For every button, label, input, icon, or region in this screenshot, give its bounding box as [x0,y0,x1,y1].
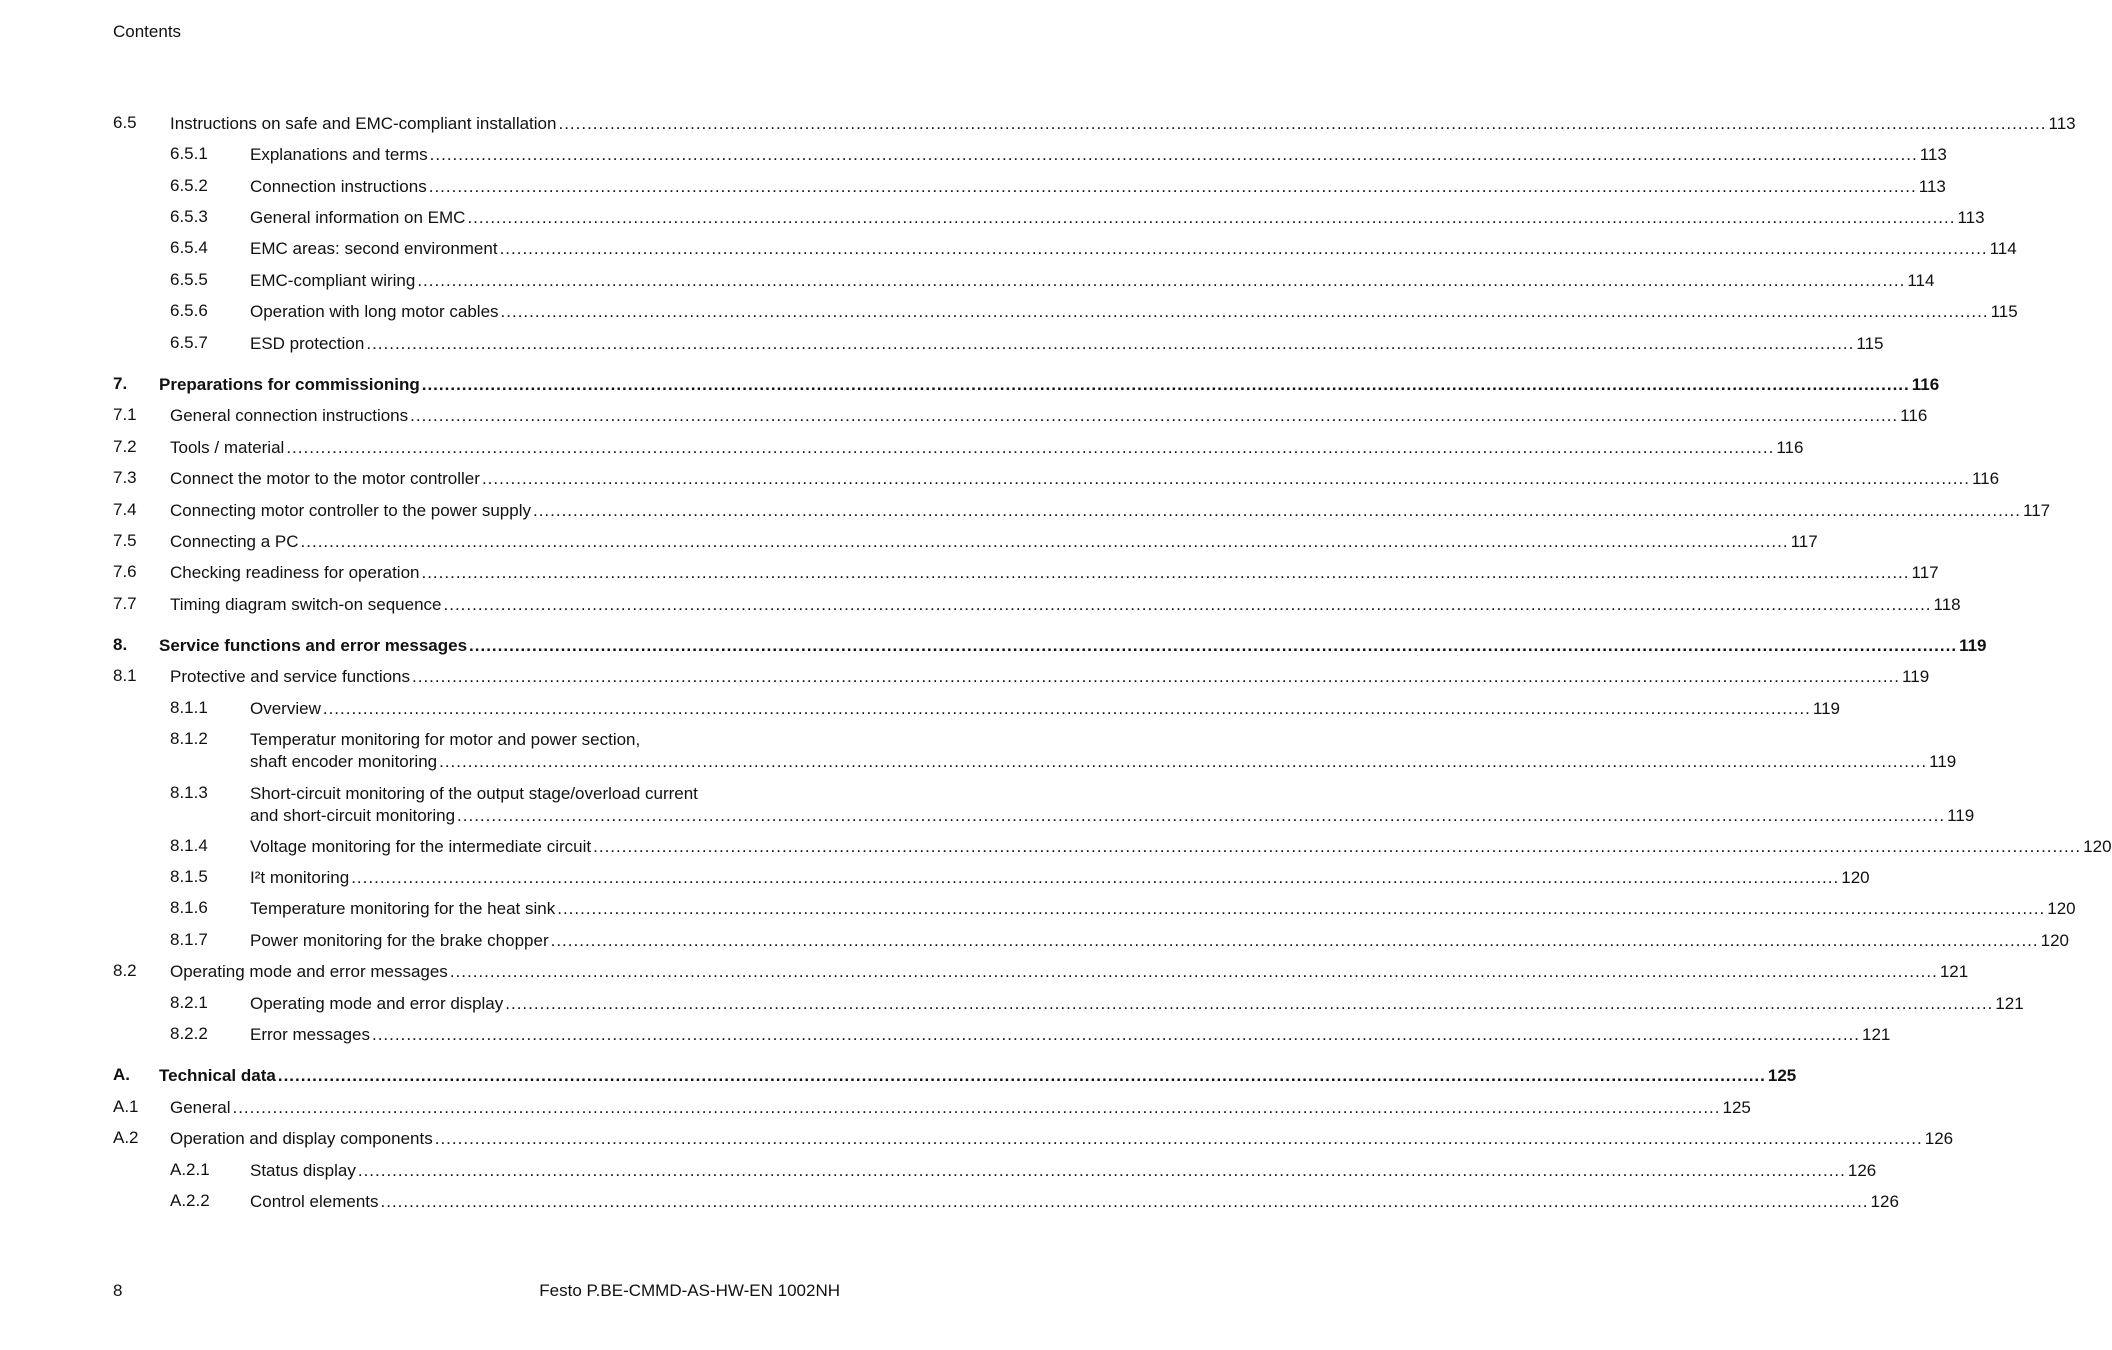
toc-entry[interactable] [113,270,1935,294]
toc-entry[interactable] [113,898,2076,922]
toc-entry-number: 8.1.6 [170,898,208,917]
toc-entry-page: 113 [1957,208,1985,227]
dot-leader: .................................................................................................................................................................................................................................................................... [532,501,2021,520]
toc-entry-number: 7.5 [113,531,137,550]
toc-entry-title: Short-circuit monitoring of the output stage/overload current [250,784,698,803]
toc-entry[interactable] [113,176,1946,200]
toc-entry[interactable] [113,562,1939,586]
toc-entry-title: Voltage monitoring for the intermediate circuit [250,837,592,856]
toc-entry-number: 7. [113,374,128,393]
toc-entry[interactable] [113,301,2018,325]
toc-entry-page: 119 [1812,699,1840,718]
toc-entry-number: A. [113,1065,130,1084]
dot-leader: .................................................................................................................................................................................................................................................................... [277,1066,1766,1085]
toc-entry-number: A.1 [113,1097,139,1116]
dot-leader: .................................................................................................................................................................................................................................................................... [366,334,1855,353]
toc-entry-number: 6.5.7 [170,333,208,352]
toc-entry-title: Connection instructions [250,177,427,196]
toc-entry-title: Tools / material [170,438,285,457]
toc-entry-page: 126 [1870,1192,1899,1211]
toc-entry-title: Temperature monitoring for the heat sink [250,899,556,918]
toc-entry[interactable] [113,594,1961,618]
toc-entry[interactable] [113,1024,1891,1048]
toc-entry-number: 6.5.5 [170,270,208,289]
toc-entry-title: Technical data [159,1066,276,1085]
dot-leader: .................................................................................................................................................................................................................................................................... [469,636,1958,655]
running-header: Contents [113,22,182,41]
dot-leader: .................................................................................................................................................................................................................................................................... [500,302,1989,321]
toc-entry-page: 126 [1847,1161,1877,1180]
toc-entry[interactable] [113,1191,1899,1215]
toc-entry-page: 114 [1907,271,1935,290]
toc-entry-title: Connect the motor to the motor controller [170,469,480,488]
dot-leader: .................................................................................................................................................................................................................................................................... [286,438,1775,457]
dot-leader: .................................................................................................................................................................................................................................................................... [421,375,1910,394]
toc-entry[interactable] [113,836,2112,860]
toc-entry[interactable] [113,500,2051,524]
toc-entry-page: 114 [1989,239,2017,258]
toc-entry[interactable] [113,698,1840,722]
toc-entry-page: 121 [1995,994,2024,1013]
toc-entry[interactable] [113,113,2076,137]
toc-entry-title: Preparations for commissioning [159,375,420,394]
toc-entry-title: Operation and display components [170,1129,433,1148]
dot-leader: .................................................................................................................................................................................................................................................................... [499,239,1988,258]
dot-leader: .................................................................................................................................................................................................................................................................... [557,899,2046,918]
toc-entry-page: 113 [1918,177,1946,196]
toc-entry-title: Temperatur monitoring for motor and power section, [250,730,641,749]
toc-entry-title: ESD protection [250,334,365,353]
toc-entry-page: 117 [2023,501,2051,520]
dot-leader: .................................................................................................................................................................................................................................................................... [428,177,1917,196]
toc-chapter[interactable] [113,1065,1797,1089]
dot-leader: .................................................................................................................................................................................................................................................................... [457,806,1946,825]
toc-entry-number: 8.1 [113,666,137,685]
toc-chapter[interactable] [113,374,1940,398]
toc-entry-title: General [170,1098,231,1117]
toc-entry-page: 117 [1790,532,1818,551]
dot-leader: .................................................................................................................................................................................................................................................................... [439,752,1928,771]
toc-entry[interactable] [113,333,1884,357]
toc-entry-page: 118 [1933,595,1961,614]
page-number: 8 [113,1281,123,1300]
toc-entry-number: 8.1.2 [170,729,208,748]
toc-entry-page: 121 [1939,962,1969,981]
toc-entry-number: 8.2.2 [170,1024,208,1043]
toc-entry-page: 115 [1990,302,2018,321]
toc-entry-page: 117 [1911,563,1939,582]
toc-entry-title: EMC areas: second environment [250,239,498,258]
toc-entry-page: 119 [1902,667,1930,686]
toc-entry-title: Checking readiness for operation [170,563,420,582]
dot-leader: .................................................................................................................................................................................................................................................................... [558,114,2047,133]
toc-entry[interactable] [113,437,1804,461]
toc-entry-title: General information on EMC [250,208,466,227]
toc-entry[interactable] [113,961,1969,985]
dot-leader: .................................................................................................................................................................................................................................................................... [449,962,1938,981]
dot-leader: .................................................................................................................................................................................................................................................................... [467,208,1956,227]
document-reference: Festo P.BE-CMMD-AS-HW-EN 1002NH [539,1281,840,1300]
toc-entry-page: 116 [1900,406,1928,425]
toc-entry-page: 125 [1722,1098,1751,1117]
toc-entry-number: 8.2.1 [170,993,208,1012]
dot-leader: .................................................................................................................................................................................................................................................................... [322,699,1811,718]
dot-leader: .................................................................................................................................................................................................................................................................... [429,145,1918,164]
toc-entry-title: Timing diagram switch-on sequence [170,595,442,614]
toc-entry-title: Operating mode and error display [250,994,504,1013]
dot-leader: .................................................................................................................................................................................................................................................................... [412,667,1901,686]
dot-leader: .................................................................................................................................................................................................................................................................... [300,532,1789,551]
toc-entry[interactable] [113,1128,1954,1152]
dot-leader: .................................................................................................................................................................................................................................................................... [481,469,1970,488]
toc-entry-number: 8.1.4 [170,836,208,855]
toc-entry-number: 8.1.7 [170,930,208,949]
toc-entry-page: 120 [2083,837,2112,856]
toc-chapter[interactable] [113,635,1987,659]
toc-entry-title: Operating mode and error messages [170,962,448,981]
toc-entry-number: A.2 [113,1128,139,1147]
dot-leader: .................................................................................................................................................................................................................................................................... [505,994,1994,1013]
toc-entry-title: Overview [250,699,321,718]
toc-entry-page: 116 [1971,469,2000,488]
dot-leader: .................................................................................................................................................................................................................................................................... [357,1161,1846,1180]
toc-entry-title-continued: and short-circuit monitoring [250,806,456,825]
toc-entry-number: 6.5 [113,113,137,132]
toc-entry[interactable] [113,993,2024,1017]
toc-entry-page: 116 [1776,438,1804,457]
dot-leader: .................................................................................................................................................................................................................................................................... [380,1192,1869,1211]
toc-entry-title: Operation with long motor cables [250,302,499,321]
toc-entry-number: 7.3 [113,468,137,487]
toc-entry-number: 8. [113,635,128,654]
toc-entry-title-continued: shaft encoder monitoring [250,752,438,771]
toc-entry[interactable] [113,729,1957,775]
toc-entry[interactable] [113,1097,1751,1121]
dot-leader: .................................................................................................................................................................................................................................................................... [593,837,2082,856]
toc-entry-number: 8.1.1 [170,698,208,717]
toc-entry[interactable] [113,783,1975,829]
toc-entry-title: Error messages [250,1025,370,1044]
toc-entry-title: I²t monitoring [250,868,350,887]
toc-entry-page: 119 [1947,806,1975,825]
toc-entry-number: 7.1 [113,405,137,424]
toc-entry-number: A.2.2 [170,1191,210,1210]
toc-entry-title: Explanations and terms [250,145,428,164]
toc-entry-page: 121 [1862,1025,1891,1044]
toc-entry-number: A.2.1 [170,1160,210,1179]
toc-entry-title: Connecting motor controller to the power supply [170,501,531,520]
toc-entry-page: 119 [1929,752,1957,771]
toc-entry[interactable] [113,405,1928,429]
dot-leader: .................................................................................................................................................................................................................................................................... [351,868,1840,887]
dot-leader: .................................................................................................................................................................................................................................................................... [371,1025,1861,1044]
toc-entry-number: 6.5.1 [170,144,208,163]
toc-entry[interactable] [113,207,1985,231]
toc-entry-number: 7.7 [113,594,137,613]
toc-entry-number: 6.5.6 [170,301,208,320]
dot-leader: .................................................................................................................................................................................................................................................................... [417,271,1906,290]
toc-entry-number: 8.1.3 [170,783,208,802]
toc-entry[interactable] [113,238,2017,262]
toc-entry[interactable] [113,468,2000,492]
dot-leader: .................................................................................................................................................................................................................................................................... [434,1129,1923,1148]
toc-entry[interactable] [113,144,1947,168]
toc-entry-page: 125 [1767,1066,1797,1085]
toc-entry-number: 7.4 [113,500,137,519]
toc-entry-title: Connecting a PC [170,532,299,551]
toc-entry[interactable] [113,1160,1877,1184]
toc-entry-number: 7.2 [113,437,137,456]
toc-entry-number: 7.6 [113,562,137,581]
toc-entry-page: 113 [2048,114,2076,133]
dot-leader: .................................................................................................................................................................................................................................................................... [550,931,2039,950]
toc-entry-number: 6.5.4 [170,238,208,257]
toc-entry-number: 6.5.2 [170,176,208,195]
toc-entry-page: 120 [2040,931,2070,950]
toc-entry-page: 113 [1919,145,1947,164]
toc-entry-page: 120 [1841,868,1870,887]
toc-entry[interactable] [113,666,1930,690]
toc-entry-number: 8.2 [113,961,137,980]
toc-entry-title: Power monitoring for the brake chopper [250,931,549,950]
toc-entry-page: 119 [1959,636,1987,655]
toc-entry-title: Service functions and error messages [159,636,468,655]
dot-leader: .................................................................................................................................................................................................................................................................... [232,1098,1721,1117]
toc-entry-page: 115 [1856,334,1884,353]
toc-entry[interactable] [113,867,1870,891]
toc-entry-number: 6.5.3 [170,207,208,226]
toc-entry-title: Protective and service functions [170,667,411,686]
dot-leader: .................................................................................................................................................................................................................................................................... [443,595,1932,614]
toc-entry-title: Control elements [250,1192,379,1211]
toc-entry-page: 126 [1924,1129,1954,1148]
toc-entry-number: 8.1.5 [170,867,208,886]
dot-leader: .................................................................................................................................................................................................................................................................... [421,563,1910,582]
toc-entry-title: Status display [250,1161,356,1180]
toc-entry-page: 120 [2047,899,2076,918]
toc-entry[interactable] [113,930,2070,954]
toc-entry-title: General connection instructions [170,406,409,425]
dot-leader: .................................................................................................................................................................................................................................................................... [410,406,1899,425]
toc-entry[interactable] [113,531,1818,555]
toc-entry-title: Instructions on safe and EMC-compliant installation [170,114,557,133]
toc-entry-page: 116 [1911,375,1940,394]
toc-entry-title: EMC-compliant wiring [250,271,416,290]
